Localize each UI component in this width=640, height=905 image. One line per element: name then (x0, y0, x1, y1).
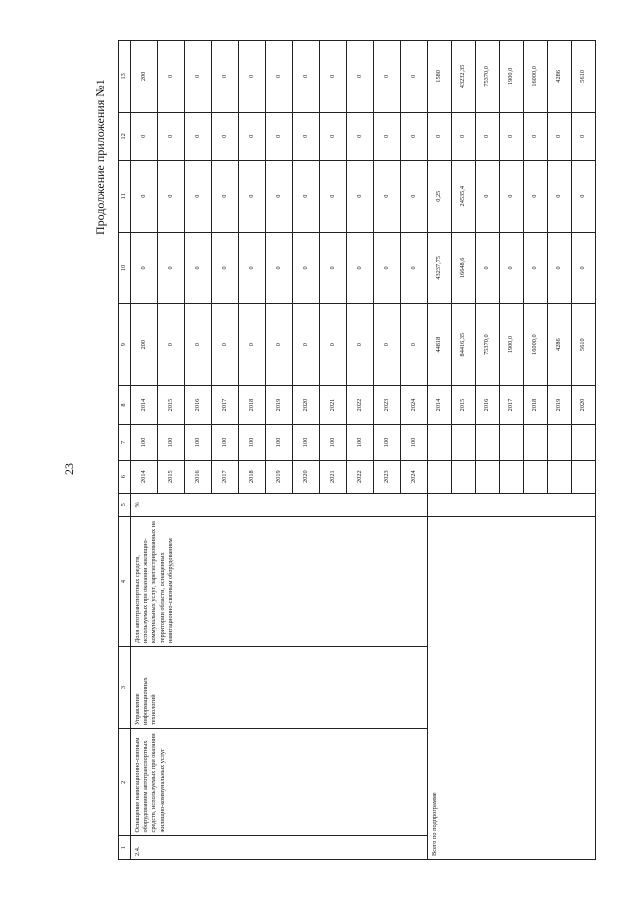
header-row (119, 41, 131, 860)
table-body (119, 41, 596, 860)
finance-year-cell: 2021 (320, 386, 347, 425)
finance-year-cell: 2024 (401, 386, 428, 425)
finance-value-cell: 0 (320, 160, 347, 232)
finance-value-cell: 0 (374, 41, 401, 113)
target-value-cell: 100 (293, 424, 320, 460)
finance-value-cell: 0 (293, 160, 320, 232)
finance-value-cell: 0 (452, 112, 476, 160)
finance-value-cell: 0 (158, 232, 185, 304)
finance-value-cell: 75370,0 (476, 304, 500, 386)
column-number-cell: 7 (119, 424, 131, 460)
empty-cell (428, 424, 452, 460)
finance-value-cell: 0 (239, 304, 266, 386)
finance-value-cell: 5610 (572, 41, 596, 113)
finance-value-cell: 0 (476, 112, 500, 160)
finance-value-cell: 0 (293, 112, 320, 160)
empty-cell (476, 424, 500, 460)
rotated-table-container (118, 40, 587, 860)
target-value-cell: 100 (185, 424, 212, 460)
finance-year-cell: 2016 (476, 386, 500, 425)
total-label-cell: Всего по подпрограмме (428, 517, 596, 860)
finance-year-cell: 2022 (347, 386, 374, 425)
finance-value-cell: 0 (266, 41, 293, 113)
finance-value-cell: 0 (500, 232, 524, 304)
finance-value-cell: 84416,35 (452, 304, 476, 386)
finance-year-cell: 2023 (374, 386, 401, 425)
target-year-cell: 2017 (212, 460, 239, 493)
finance-year-cell: 2020 (572, 386, 596, 425)
target-year-cell: 2018 (239, 460, 266, 493)
target-year-cell: 2021 (320, 460, 347, 493)
target-value-cell: 100 (131, 424, 158, 460)
finance-value-cell: 0 (401, 112, 428, 160)
finance-value-cell: 0 (185, 112, 212, 160)
column-number-cell: 13 (119, 41, 131, 113)
column-number-cell: 6 (119, 460, 131, 493)
finance-value-cell: 0 (428, 112, 452, 160)
finance-value-cell: 0 (401, 304, 428, 386)
appendix-title: Продолжение приложения №1 (93, 79, 107, 235)
target-value-cell: 100 (347, 424, 374, 460)
finance-year-cell: 2016 (185, 386, 212, 425)
finance-year-cell: 2018 (239, 386, 266, 425)
finance-value-cell: 0 (347, 304, 374, 386)
finance-value-cell: 0 (548, 112, 572, 160)
finance-value-cell: 0 (572, 112, 596, 160)
table-row (131, 41, 158, 860)
target-year-cell: 2014 (131, 460, 158, 493)
finance-value-cell: 0 (266, 232, 293, 304)
target-value-cell: 100 (158, 424, 185, 460)
empty-cell (500, 424, 524, 460)
finance-year-cell: 2015 (158, 386, 185, 425)
finance-value-cell: 0 (293, 232, 320, 304)
finance-value-cell: 1580 (428, 41, 452, 113)
column-number-cell: 8 (119, 386, 131, 425)
finance-value-cell: 0 (212, 160, 239, 232)
finance-value-cell: 0 (239, 232, 266, 304)
finance-value-cell: 0 (293, 304, 320, 386)
target-value-cell: 100 (239, 424, 266, 460)
finance-value-cell: 0 (239, 160, 266, 232)
finance-value-cell: 43237,75 (428, 232, 452, 304)
target-year-cell: 2022 (347, 460, 374, 493)
column-number-cell: 2 (119, 728, 131, 835)
finance-value-cell: 0 (131, 160, 158, 232)
target-year-cell: 2015 (158, 460, 185, 493)
empty-cell (524, 424, 548, 460)
finance-value-cell: 0 (524, 160, 548, 232)
finance-value-cell: 0 (185, 232, 212, 304)
finance-value-cell: 16000,0 (524, 304, 548, 386)
finance-value-cell: 0,25 (428, 160, 452, 232)
finance-year-cell: 2019 (266, 386, 293, 425)
finance-value-cell: 0 (401, 41, 428, 113)
empty-cell (428, 460, 452, 493)
empty-cell (548, 424, 572, 460)
empty-cell (572, 460, 596, 493)
target-value-cell: 100 (374, 424, 401, 460)
target-year-cell: 2016 (185, 460, 212, 493)
empty-cell (572, 424, 596, 460)
finance-value-cell: 0 (401, 232, 428, 304)
finance-value-cell: 0 (500, 160, 524, 232)
finance-value-cell: 0 (239, 41, 266, 113)
finance-value-cell: 0 (374, 160, 401, 232)
finance-value-cell: 16648,6 (452, 232, 476, 304)
finance-value-cell: 5610 (572, 304, 596, 386)
target-year-cell: 2019 (266, 460, 293, 493)
target-year-cell: 2024 (401, 460, 428, 493)
finance-year-cell: 2019 (548, 386, 572, 425)
finance-value-cell: 0 (266, 304, 293, 386)
empty-cell (476, 460, 500, 493)
finance-value-cell: 0 (548, 232, 572, 304)
finance-value-cell: 200 (131, 41, 158, 113)
finance-value-cell: 0 (476, 232, 500, 304)
finance-value-cell: 0 (476, 160, 500, 232)
empty-cell (428, 493, 596, 517)
finance-value-cell: 0 (524, 232, 548, 304)
finance-value-cell: 0 (374, 304, 401, 386)
finance-value-cell: 0 (374, 232, 401, 304)
column-number-cell: 3 (119, 647, 131, 729)
item-number-cell: 2.4. (131, 836, 428, 860)
finance-value-cell: 0 (320, 112, 347, 160)
empty-cell (524, 460, 548, 493)
finance-value-cell: 44818 (428, 304, 452, 386)
finance-year-cell: 2015 (452, 386, 476, 425)
finance-value-cell: 0 (347, 160, 374, 232)
finance-value-cell: 0 (131, 232, 158, 304)
finance-value-cell: 4286 (548, 41, 572, 113)
finance-value-cell: 16000,0 (524, 41, 548, 113)
executor-cell: Управление информационных технологий (131, 647, 428, 729)
finance-value-cell: 0 (320, 41, 347, 113)
finance-value-cell: 0 (572, 232, 596, 304)
finance-value-cell: 0 (548, 160, 572, 232)
target-value-cell: 100 (266, 424, 293, 460)
finance-year-cell: 2014 (428, 386, 452, 425)
finance-value-cell: 0 (158, 41, 185, 113)
finance-value-cell: 43232,35 (452, 41, 476, 113)
column-number-cell: 4 (119, 517, 131, 647)
target-year-cell: 2023 (374, 460, 401, 493)
target-value-cell: 100 (212, 424, 239, 460)
column-number-cell: 11 (119, 160, 131, 232)
finance-value-cell: 24535,4 (452, 160, 476, 232)
empty-cell (452, 460, 476, 493)
finance-value-cell: 0 (158, 304, 185, 386)
empty-cell (500, 460, 524, 493)
finance-value-cell: 0 (212, 112, 239, 160)
column-number-cell: 1 (119, 836, 131, 860)
indicator-cell: Доля автотранспортных средств, используемых при оказании жилищно-коммунальных услуг, зарегистрированных на территории области, оснащенных навигационно-связным оборудованием (131, 517, 428, 647)
finance-value-cell: 0 (293, 41, 320, 113)
finance-value-cell: 0 (158, 160, 185, 232)
finance-value-cell: 4286 (548, 304, 572, 386)
column-number-cell: 5 (119, 493, 131, 517)
target-value-cell: 100 (401, 424, 428, 460)
finance-year-cell: 2018 (524, 386, 548, 425)
column-number-cell: 10 (119, 232, 131, 304)
finance-value-cell: 0 (131, 112, 158, 160)
empty-cell (452, 424, 476, 460)
finance-value-cell: 0 (500, 112, 524, 160)
finance-year-cell: 2017 (500, 386, 524, 425)
target-value-cell: 100 (320, 424, 347, 460)
finance-value-cell: 0 (320, 232, 347, 304)
finance-value-cell: 0 (572, 160, 596, 232)
finance-value-cell: 75370,0 (476, 41, 500, 113)
finance-value-cell: 0 (320, 304, 347, 386)
finance-value-cell: 0 (347, 232, 374, 304)
finance-value-cell: 0 (266, 112, 293, 160)
finance-value-cell: 0 (185, 41, 212, 113)
table-row (428, 41, 452, 860)
page-number: 23 (62, 463, 76, 475)
finance-value-cell: 0 (347, 112, 374, 160)
finance-year-cell: 2020 (293, 386, 320, 425)
activity-cell: Оснащение навигационно-связным оборудованием автотранспортных средств, используемых при оказании жилищно-коммунальных услуг (131, 728, 428, 835)
finance-year-cell: 2017 (212, 386, 239, 425)
column-number-cell: 12 (119, 112, 131, 160)
finance-value-cell: 1900,0 (500, 304, 524, 386)
finance-value-cell: 0 (185, 160, 212, 232)
finance-value-cell: 0 (212, 41, 239, 113)
program-table (118, 40, 596, 860)
finance-value-cell: 0 (401, 160, 428, 232)
finance-value-cell: 0 (212, 304, 239, 386)
finance-value-cell: 0 (266, 160, 293, 232)
finance-year-cell: 2014 (131, 386, 158, 425)
finance-value-cell: 0 (347, 41, 374, 113)
finance-value-cell: 0 (524, 112, 548, 160)
column-number-cell: 9 (119, 304, 131, 386)
finance-value-cell: 0 (158, 112, 185, 160)
finance-value-cell: 0 (212, 232, 239, 304)
finance-value-cell: 0 (185, 304, 212, 386)
finance-value-cell: 200 (131, 304, 158, 386)
empty-cell (548, 460, 572, 493)
target-year-cell: 2020 (293, 460, 320, 493)
finance-value-cell: 0 (374, 112, 401, 160)
finance-value-cell: 1900,0 (500, 41, 524, 113)
unit-cell: % (131, 493, 428, 517)
finance-value-cell: 0 (239, 112, 266, 160)
